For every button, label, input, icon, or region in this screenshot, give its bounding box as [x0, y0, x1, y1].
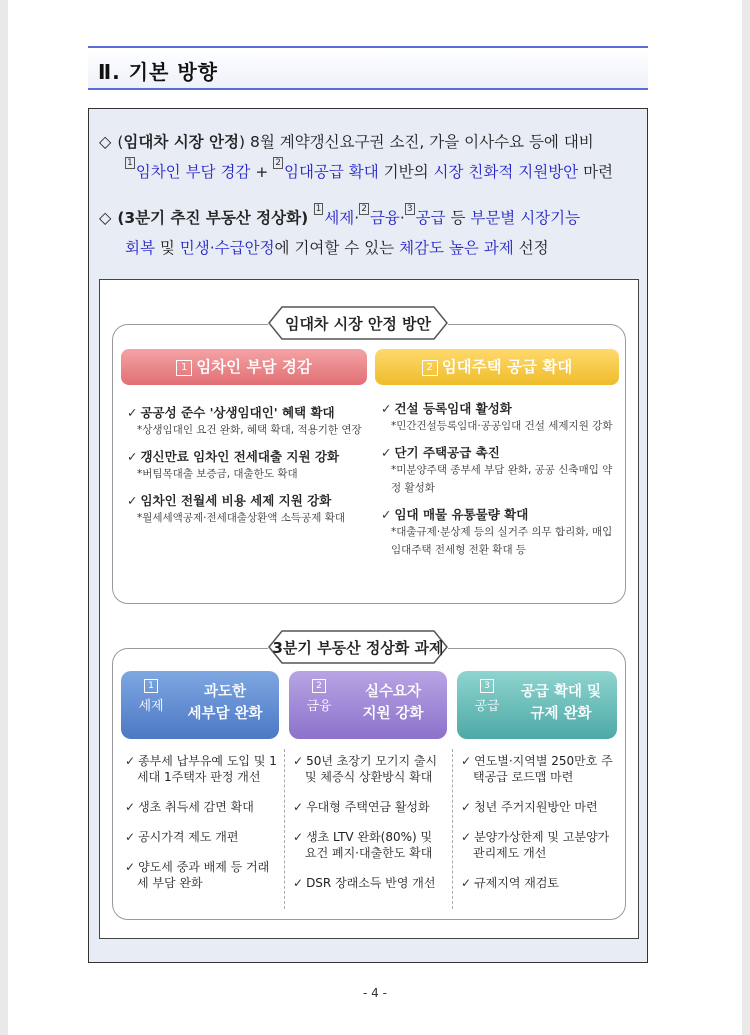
- list-item: ✓ 생초 LTV 완화(80%) 및 요건 폐지·대출한도 확대: [293, 830, 433, 860]
- column-divider: [452, 749, 454, 909]
- group-label-normalization: 3분기 부동산 정상화 과제: [268, 630, 448, 664]
- column-header-rental-supply: 2 임대주택 공급 확대: [375, 349, 619, 385]
- num-marker: 1: [127, 158, 133, 168]
- list-item: ✓ 연도별·지역별 250만호 주택공급 로드맵 마련: [461, 754, 613, 784]
- group-q3-normalization: [112, 648, 626, 920]
- diagram-panel: [99, 279, 639, 939]
- supply-items: [461, 753, 617, 905]
- list-item: ✓ 임대 매물 유통물량 확대: [381, 507, 529, 522]
- page-number: - 4 -: [363, 986, 387, 1000]
- list-item: ✓ 우대형 주택연금 활성화: [293, 800, 430, 814]
- list-item: ✓ 갱신만료 임차인 전세대출 지원 강화: [127, 449, 340, 464]
- summary-box: [88, 108, 648, 963]
- diamond-icon: ◇: [99, 132, 112, 151]
- list-item: ✓ 규제지역 재검토: [461, 876, 560, 890]
- finance-items: [293, 753, 447, 905]
- rental-supply-items: ✓ 건설 등록임대 활성화 *민간건설등록임대·공공임대 건설 세제지원 강화 ✓ 단기 주택공급 촉진 *미분양주택 종부세 부담 완화, 공공 신축매입 약정 활성화 ✓ 임대 매물 유통물량 확대 *대출규제·분상제 등의 실거주 의무 합리화, 매입 임대주택 전세형 전환 확대 등: [381, 393, 619, 559]
- check-icon: ✓: [381, 445, 392, 460]
- list-item: ✓ DSR 장래소득 반영 개선: [293, 876, 436, 890]
- check-icon: ✓: [127, 449, 138, 464]
- list-item: ✓ 단기 주택공급 촉진: [381, 445, 500, 460]
- group-label-rental: 임대차 시장 안정 방안: [268, 306, 448, 340]
- diamond-icon: ◇: [99, 208, 112, 227]
- group-rental-stability: [112, 324, 626, 604]
- column-header-tax: 1 세제 과도한 세부담 완화: [121, 671, 279, 739]
- column-divider: [284, 749, 286, 909]
- column-header-supply: 3 공급 공급 확대 및 규제 완화: [457, 671, 617, 739]
- list-item: ✓ 임차인 전월세 비용 세제 지원 강화: [127, 493, 332, 508]
- list-item: ✓ 분양가상한제 및 고분양가관리제도 개선: [461, 830, 610, 860]
- section-title: Ⅱ. 기본 방향: [98, 60, 218, 84]
- check-icon: ✓: [127, 493, 138, 508]
- list-item: ✓ 공시가격 제도 개편: [125, 830, 239, 844]
- column-header-finance: 2 금융 실수요자 지원 강화: [289, 671, 447, 739]
- bullet-q3-normalization: ◇ (3분기 추진 부동산 정상화) 1 세제· 2 금융· 3 공급 등 부문별 시장기능 회복 및 민생·수급안정에 기여할 수 있는 체감도 높은 과제 선정: [99, 204, 581, 257]
- check-icon: ✓: [381, 401, 392, 416]
- num-marker: 2: [275, 158, 281, 168]
- list-item: ✓ 50년 초장기 모기지 출시 및 체증식 상환방식 확대: [293, 754, 438, 784]
- list-item: ✓ 양도세 중과 배제 등 거래세 부담 완화: [125, 860, 270, 890]
- list-item: ✓ 청년 주거지원방안 마련: [461, 800, 598, 814]
- tenant-burden-items: ✓ 공공성 준수 '상생임대인' 혜택 확대 *상생임대인 요건 완화, 혜택 확대, 적용기한 연장 ✓ 갱신만료 임차인 전세대출 지원 강화 *버팀목대출 보증금, 대출한도 확대 ✓ 임차인 전월세 비용 세제 지원 강화 *월세세액공제·전세대출상환액 소득공제 확대: [127, 397, 367, 527]
- tax-items: [125, 753, 277, 905]
- list-item: ✓ 건설 등록임대 활성화: [381, 401, 512, 416]
- list-item: ✓ 생초 취득세 감면 확대: [125, 800, 254, 814]
- check-icon: ✓: [127, 405, 138, 420]
- list-item: ✓ 종부세 납부유예 도입 및 1세대 1주택자 판정 개선: [125, 754, 277, 784]
- list-item: ✓ 공공성 준수 '상생임대인' 혜택 확대: [127, 405, 335, 420]
- bullet-rental-stability: ◇ (임대차 시장 안정) 8월 계약갱신요구권 소진, 가을 이사수요 등에 대비 1 임차인 부담 경감 + 2 임대공급 확대 기반의 시장 친화적 지원방안 마련: [99, 132, 614, 181]
- check-icon: ✓: [381, 507, 392, 522]
- section-title-bar: [88, 46, 648, 90]
- column-header-tenant-burden: 1 임차인 부담 경감: [121, 349, 367, 385]
